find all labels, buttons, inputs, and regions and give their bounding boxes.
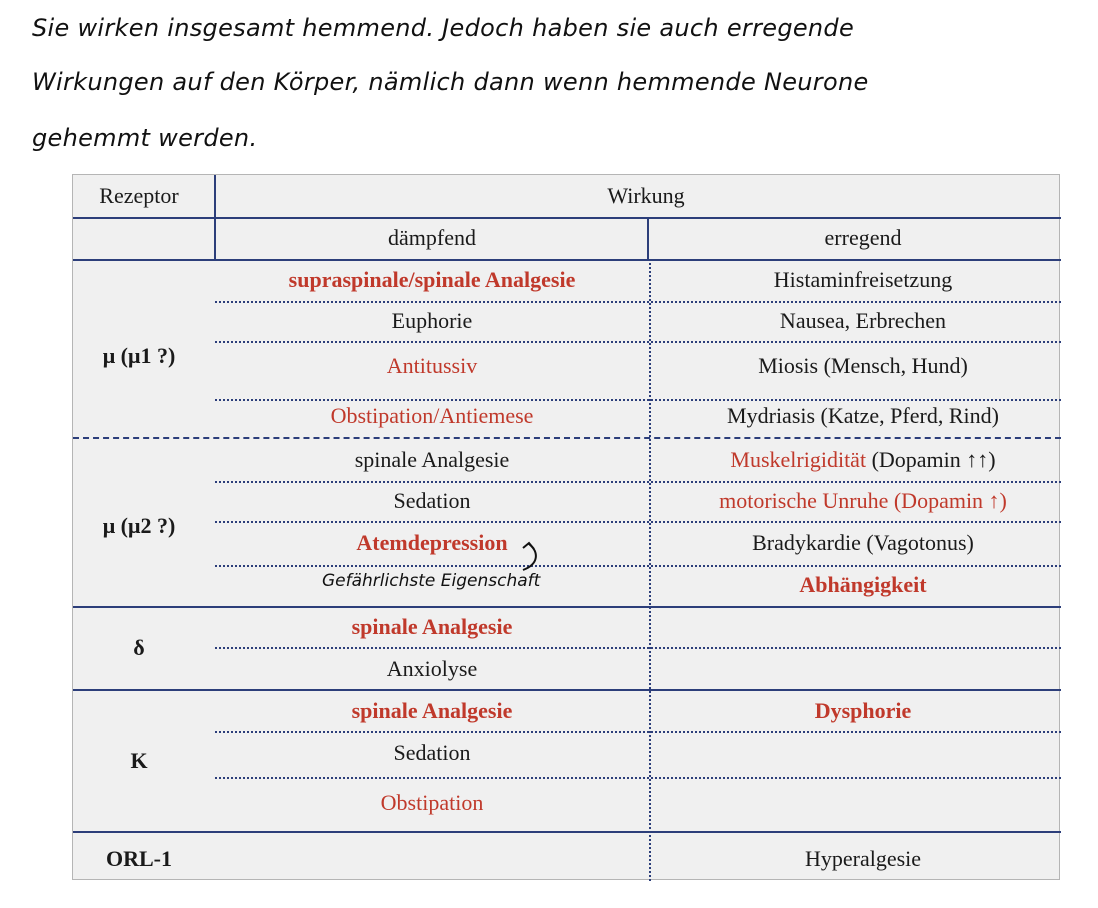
group-divider bbox=[73, 831, 1061, 833]
mu2-effect-2: Sedation bbox=[393, 488, 471, 513]
group-divider bbox=[73, 437, 1061, 439]
mu2-effect-3: Atemdepression bbox=[356, 530, 508, 555]
mu2-excite-1-red: Muskelrigidität bbox=[730, 447, 867, 472]
row-divider bbox=[215, 341, 1061, 343]
mu1-excite-1: Histaminfreisetzung bbox=[773, 267, 953, 292]
delta-effect-2: Anxiolyse bbox=[386, 656, 478, 681]
header-rezeptor: Rezeptor bbox=[99, 183, 179, 208]
mu2-excite-1 bbox=[730, 447, 995, 473]
row-divider bbox=[215, 647, 1061, 649]
handwritten-note-line-1: Sie wirken insgesamt hemmend. Jedoch haben sie auch erregende bbox=[32, 14, 855, 42]
group-divider bbox=[73, 689, 1061, 691]
column-divider bbox=[647, 217, 649, 259]
mu2-effect-1: spinale Analgesie bbox=[354, 447, 510, 472]
mu1-effect-3: Antitussiv bbox=[386, 353, 478, 378]
handwritten-note-line-2: Wirkungen auf den Körper, nämlich dann wenn hemmende Neurone bbox=[32, 68, 869, 96]
kappa-effect-1: spinale Analgesie bbox=[351, 698, 513, 723]
receptor-mu2: μ (μ2 ?) bbox=[102, 513, 176, 538]
receptor-delta: δ bbox=[133, 635, 145, 660]
annotation-arrow-icon bbox=[515, 536, 555, 576]
subheader-divider bbox=[73, 259, 1061, 261]
orl1-excite-1: Hyperalgesie bbox=[804, 846, 922, 871]
receptor-orl1: ORL-1 bbox=[106, 846, 172, 871]
mu1-excite-4: Mydriasis (Katze, Pferd, Rind) bbox=[727, 403, 999, 428]
row-divider bbox=[215, 521, 1061, 523]
handwritten-annotation: Gefährlichste Eigenschaft bbox=[322, 571, 541, 591]
column-divider-dotted bbox=[649, 259, 651, 881]
header-daempfend: dämpfend bbox=[388, 225, 476, 250]
mu2-excite-2: motorische Unruhe (Dopamin ↑) bbox=[719, 488, 1007, 513]
kappa-effect-2: Sedation bbox=[393, 740, 471, 765]
row-divider bbox=[215, 301, 1061, 303]
mu1-excite-3: Miosis (Mensch, Hund) bbox=[758, 353, 968, 378]
mu1-effect-2: Euphorie bbox=[391, 308, 473, 333]
row-divider bbox=[215, 731, 1061, 733]
mu2-excite-4: Abhängigkeit bbox=[799, 572, 927, 597]
row-divider bbox=[215, 399, 1061, 401]
row-divider bbox=[215, 565, 1061, 567]
handwritten-note-line-3: gehemmt werden. bbox=[32, 124, 258, 152]
mu1-effect-4: Obstipation/Antiemese bbox=[330, 403, 534, 428]
mu1-effect-1: supraspinale/spinale Analgesie bbox=[288, 267, 576, 292]
receptor-kappa: K bbox=[130, 748, 148, 773]
column-divider bbox=[214, 175, 216, 259]
header-erregend: erregend bbox=[824, 225, 902, 250]
kappa-excite-1: Dysphorie bbox=[814, 698, 912, 723]
row-divider bbox=[215, 481, 1061, 483]
receptor-mu1: μ (μ1 ?) bbox=[102, 343, 176, 368]
group-divider bbox=[73, 606, 1061, 608]
header-divider bbox=[73, 217, 1061, 219]
opioid-receptor-table bbox=[72, 174, 1060, 880]
mu2-excite-3: Bradykardie (Vagotonus) bbox=[752, 530, 974, 555]
delta-effect-1: spinale Analgesie bbox=[351, 614, 513, 639]
mu1-excite-2: Nausea, Erbrechen bbox=[779, 308, 947, 333]
mu2-excite-1-tail: (Dopamin ↑↑) bbox=[866, 447, 996, 472]
header-wirkung: Wirkung bbox=[607, 183, 685, 208]
row-divider bbox=[215, 777, 1061, 779]
kappa-effect-3: Obstipation bbox=[380, 790, 484, 815]
